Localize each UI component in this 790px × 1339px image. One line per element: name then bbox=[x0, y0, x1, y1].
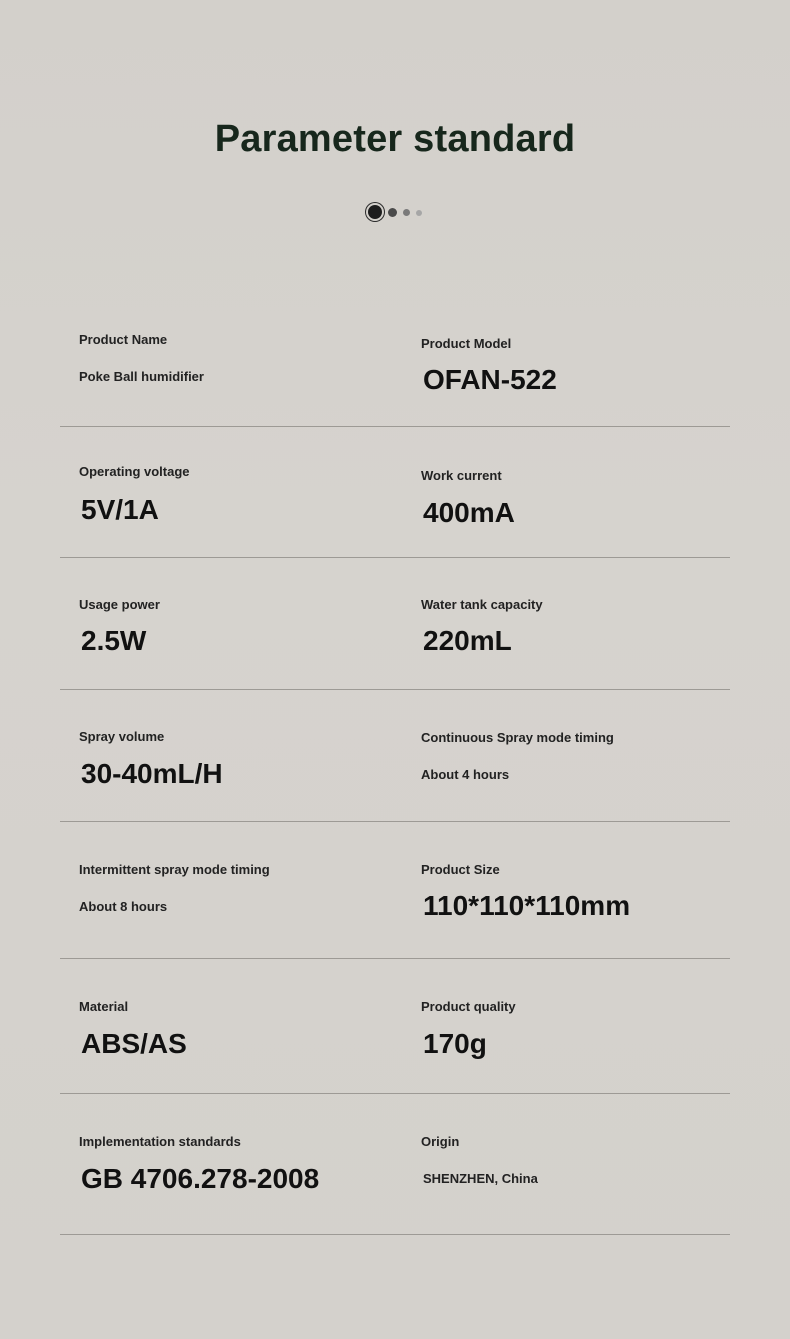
spec-label-implementation-standards: Implementation standards bbox=[79, 1134, 241, 1149]
carousel-dot[interactable] bbox=[388, 208, 397, 217]
divider bbox=[60, 557, 730, 558]
spec-label-continuous-spray-timing: Continuous Spray mode timing bbox=[421, 730, 614, 745]
spec-label-product-model: Product Model bbox=[421, 336, 512, 351]
spec-value-intermittent-spray-timing: About 8 hours bbox=[79, 899, 168, 914]
spec-value-material: ABS/AS bbox=[81, 1028, 187, 1059]
spec-label-origin: Origin bbox=[421, 1134, 460, 1149]
spec-value-work-current: 400mA bbox=[423, 497, 515, 528]
spec-value-product-model: OFAN-522 bbox=[423, 364, 557, 395]
spec-label-water-tank-capacity: Water tank capacity bbox=[421, 597, 543, 612]
spec-label-usage-power: Usage power bbox=[79, 597, 160, 612]
divider bbox=[60, 1234, 730, 1235]
spec-label-intermittent-spray-timing: Intermittent spray mode timing bbox=[79, 862, 270, 877]
divider bbox=[60, 426, 730, 427]
page-title: Parameter standard bbox=[214, 118, 576, 160]
spec-value-operating-voltage: 5V/1A bbox=[81, 494, 159, 525]
spec-label-product-size: Product Size bbox=[421, 862, 500, 877]
spec-value-origin: SHENZHEN, China bbox=[423, 1171, 538, 1186]
carousel-dot-active[interactable] bbox=[368, 205, 382, 219]
spec-value-continuous-spray-timing: About 4 hours bbox=[421, 767, 510, 782]
divider bbox=[60, 689, 730, 690]
spec-value-product-quality: 170g bbox=[423, 1028, 487, 1059]
spec-label-product-name: Product Name bbox=[79, 332, 168, 347]
carousel-dot[interactable] bbox=[403, 209, 410, 216]
divider bbox=[60, 1093, 730, 1094]
divider bbox=[60, 821, 730, 822]
spec-value-product-size: 110*110*110mm bbox=[423, 890, 631, 921]
spec-value-water-tank-capacity: 220mL bbox=[423, 625, 512, 656]
spec-label-work-current: Work current bbox=[421, 468, 502, 483]
spec-value-spray-volume: 30-40mL/H bbox=[81, 758, 223, 789]
spec-value-usage-power: 2.5W bbox=[81, 625, 147, 656]
spec-label-spray-volume: Spray volume bbox=[79, 729, 165, 744]
spec-label-product-quality: Product quality bbox=[421, 999, 516, 1014]
carousel-dot[interactable] bbox=[416, 210, 422, 216]
spec-label-operating-voltage: Operating voltage bbox=[79, 464, 190, 479]
spec-label-material: Material bbox=[79, 999, 129, 1014]
divider bbox=[60, 958, 730, 959]
spec-value-product-name: Poke Ball humidifier bbox=[79, 369, 204, 384]
spec-value-implementation-standards: GB 4706.278-2008 bbox=[81, 1163, 320, 1194]
